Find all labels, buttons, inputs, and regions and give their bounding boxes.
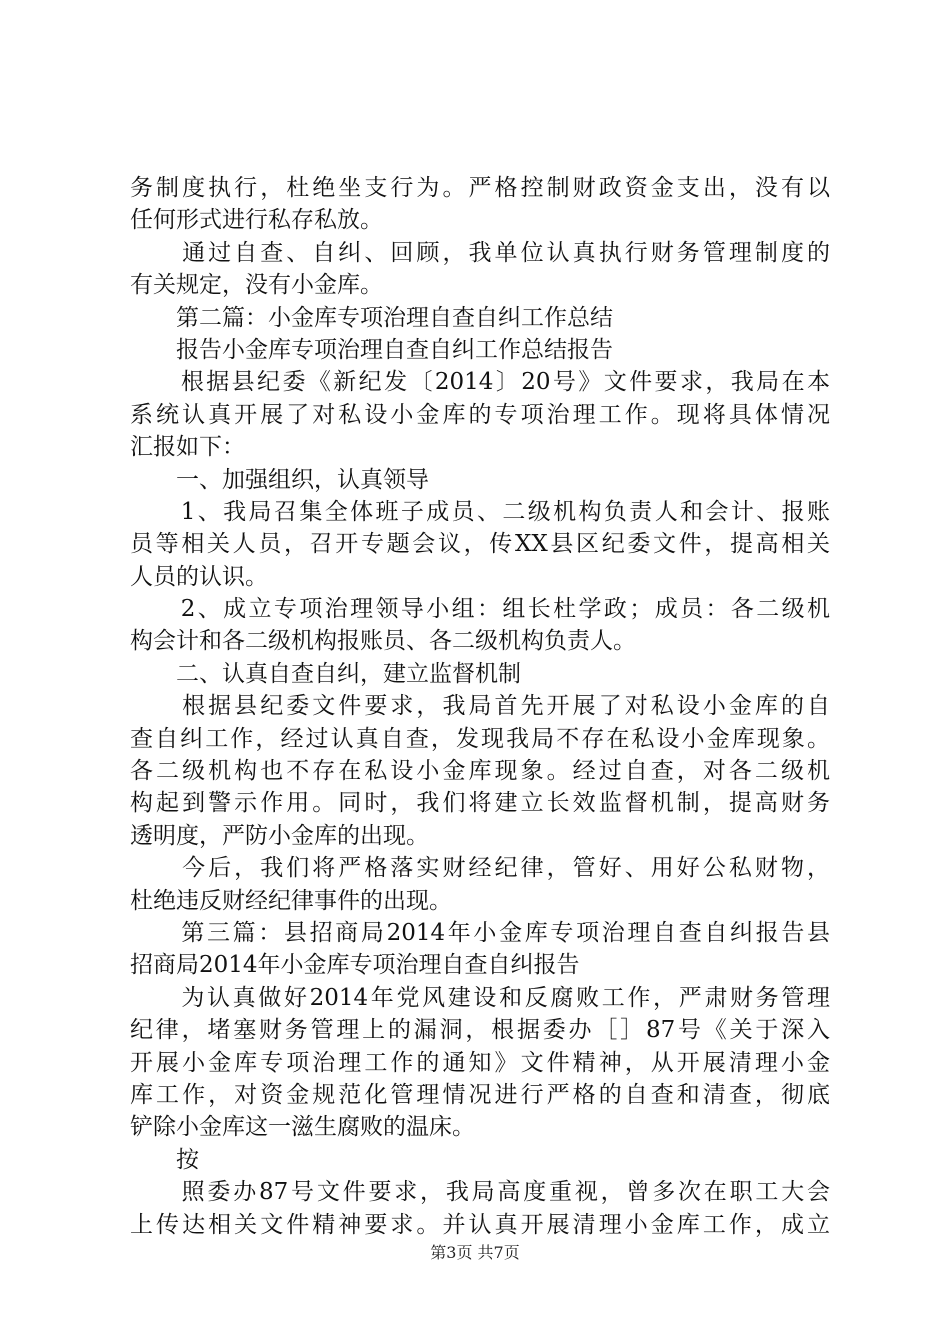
text-line: 一、加强组织，认真领导 [130, 466, 429, 493]
page-footer: 第3页 共7页 [430, 1243, 520, 1262]
text-line: 2、成立专项治理领导小组：组长杜学政；成员：各二级机 [130, 596, 830, 623]
text-line: 通过自查、自纠、回顾，我单位认真执行财务管理制度的 [130, 239, 830, 266]
text-line: 构会计和各二级机构报账员、各二级机构负责人。 [130, 628, 636, 655]
text-line: 纪律，堵塞财务管理上的漏洞，根据委办［］87号《关于深入 [130, 1017, 830, 1044]
text-line: 根据县纪委文件要求，我局首先开展了对私设小金库的自 [130, 693, 830, 720]
text-line: 第二篇：小金库专项治理自查自纠工作总结 [130, 304, 613, 331]
text-line: 第三篇：县招商局2014年小金库专项治理自查自纠报告县 [130, 919, 830, 946]
text-line: 系统认真开展了对私设小金库的专项治理工作。现将具体情况 [130, 401, 830, 428]
text-line: 按 [130, 1146, 199, 1173]
text-line: 各二级机构也不存在私设小金库现象。经过自查，对各二级机 [130, 758, 830, 785]
text-line: 1、我局召集全体班子成员、二级机构负责人和会计、报账 [130, 498, 830, 525]
text-line: 为认真做好2014年党风建设和反腐败工作，严肃财务管理 [130, 984, 830, 1011]
text-line: 员等相关人员，召开专题会议，传XX县区纪委文件，提高相关 [130, 531, 830, 558]
text-line: 库工作，对资金规范化管理情况进行严格的自查和清查，彻底 [130, 1081, 830, 1108]
text-line: 务制度执行，杜绝坐支行为。严格控制财政资金支出，没有以 [130, 175, 830, 201]
text-line: 人员的认识。 [130, 563, 268, 590]
text-line: 任何形式进行私存私放。 [130, 207, 383, 234]
text-line: 报告小金库专项治理自查自纠工作总结报告 [130, 336, 613, 363]
text-line: 照委办87号文件要求，我局高度重视，曾多次在职工大会 [130, 1179, 830, 1206]
text-line: 二、认真自查自纠，建立监督机制 [130, 660, 521, 687]
text-line: 汇报如下： [130, 434, 245, 461]
text-line: 上传达相关文件精神要求。并认真开展清理小金库工作，成立 [130, 1211, 830, 1238]
text-line: 透明度，严防小金库的出现。 [130, 822, 429, 849]
text-line: 今后，我们将严格落实财经纪律，管好、用好公私财物， [130, 855, 830, 882]
document-body [130, 172, 830, 1241]
text-line: 招商局2014年小金库专项治理自查自纠报告 [130, 952, 580, 979]
text-line: 开展小金库专项治理工作的通知》文件精神，从开展清理小金 [130, 1049, 830, 1076]
text-line: 根据县纪委《新纪发〔2014〕20号》文件要求，我局在本 [130, 369, 830, 396]
text-line: 构起到警示作用。同时，我们将建立长效监督机制，提高财务 [130, 790, 830, 817]
text-line: 查自纠工作，经过认真自查，发现我局不存在私设小金库现象。 [130, 725, 830, 752]
text-line: 有关规定，没有小金库。 [130, 272, 383, 299]
text-line: 铲除小金库这一滋生腐败的温床。 [130, 1114, 475, 1141]
text-line: 杜绝违反财经纪律事件的出现。 [130, 887, 452, 914]
